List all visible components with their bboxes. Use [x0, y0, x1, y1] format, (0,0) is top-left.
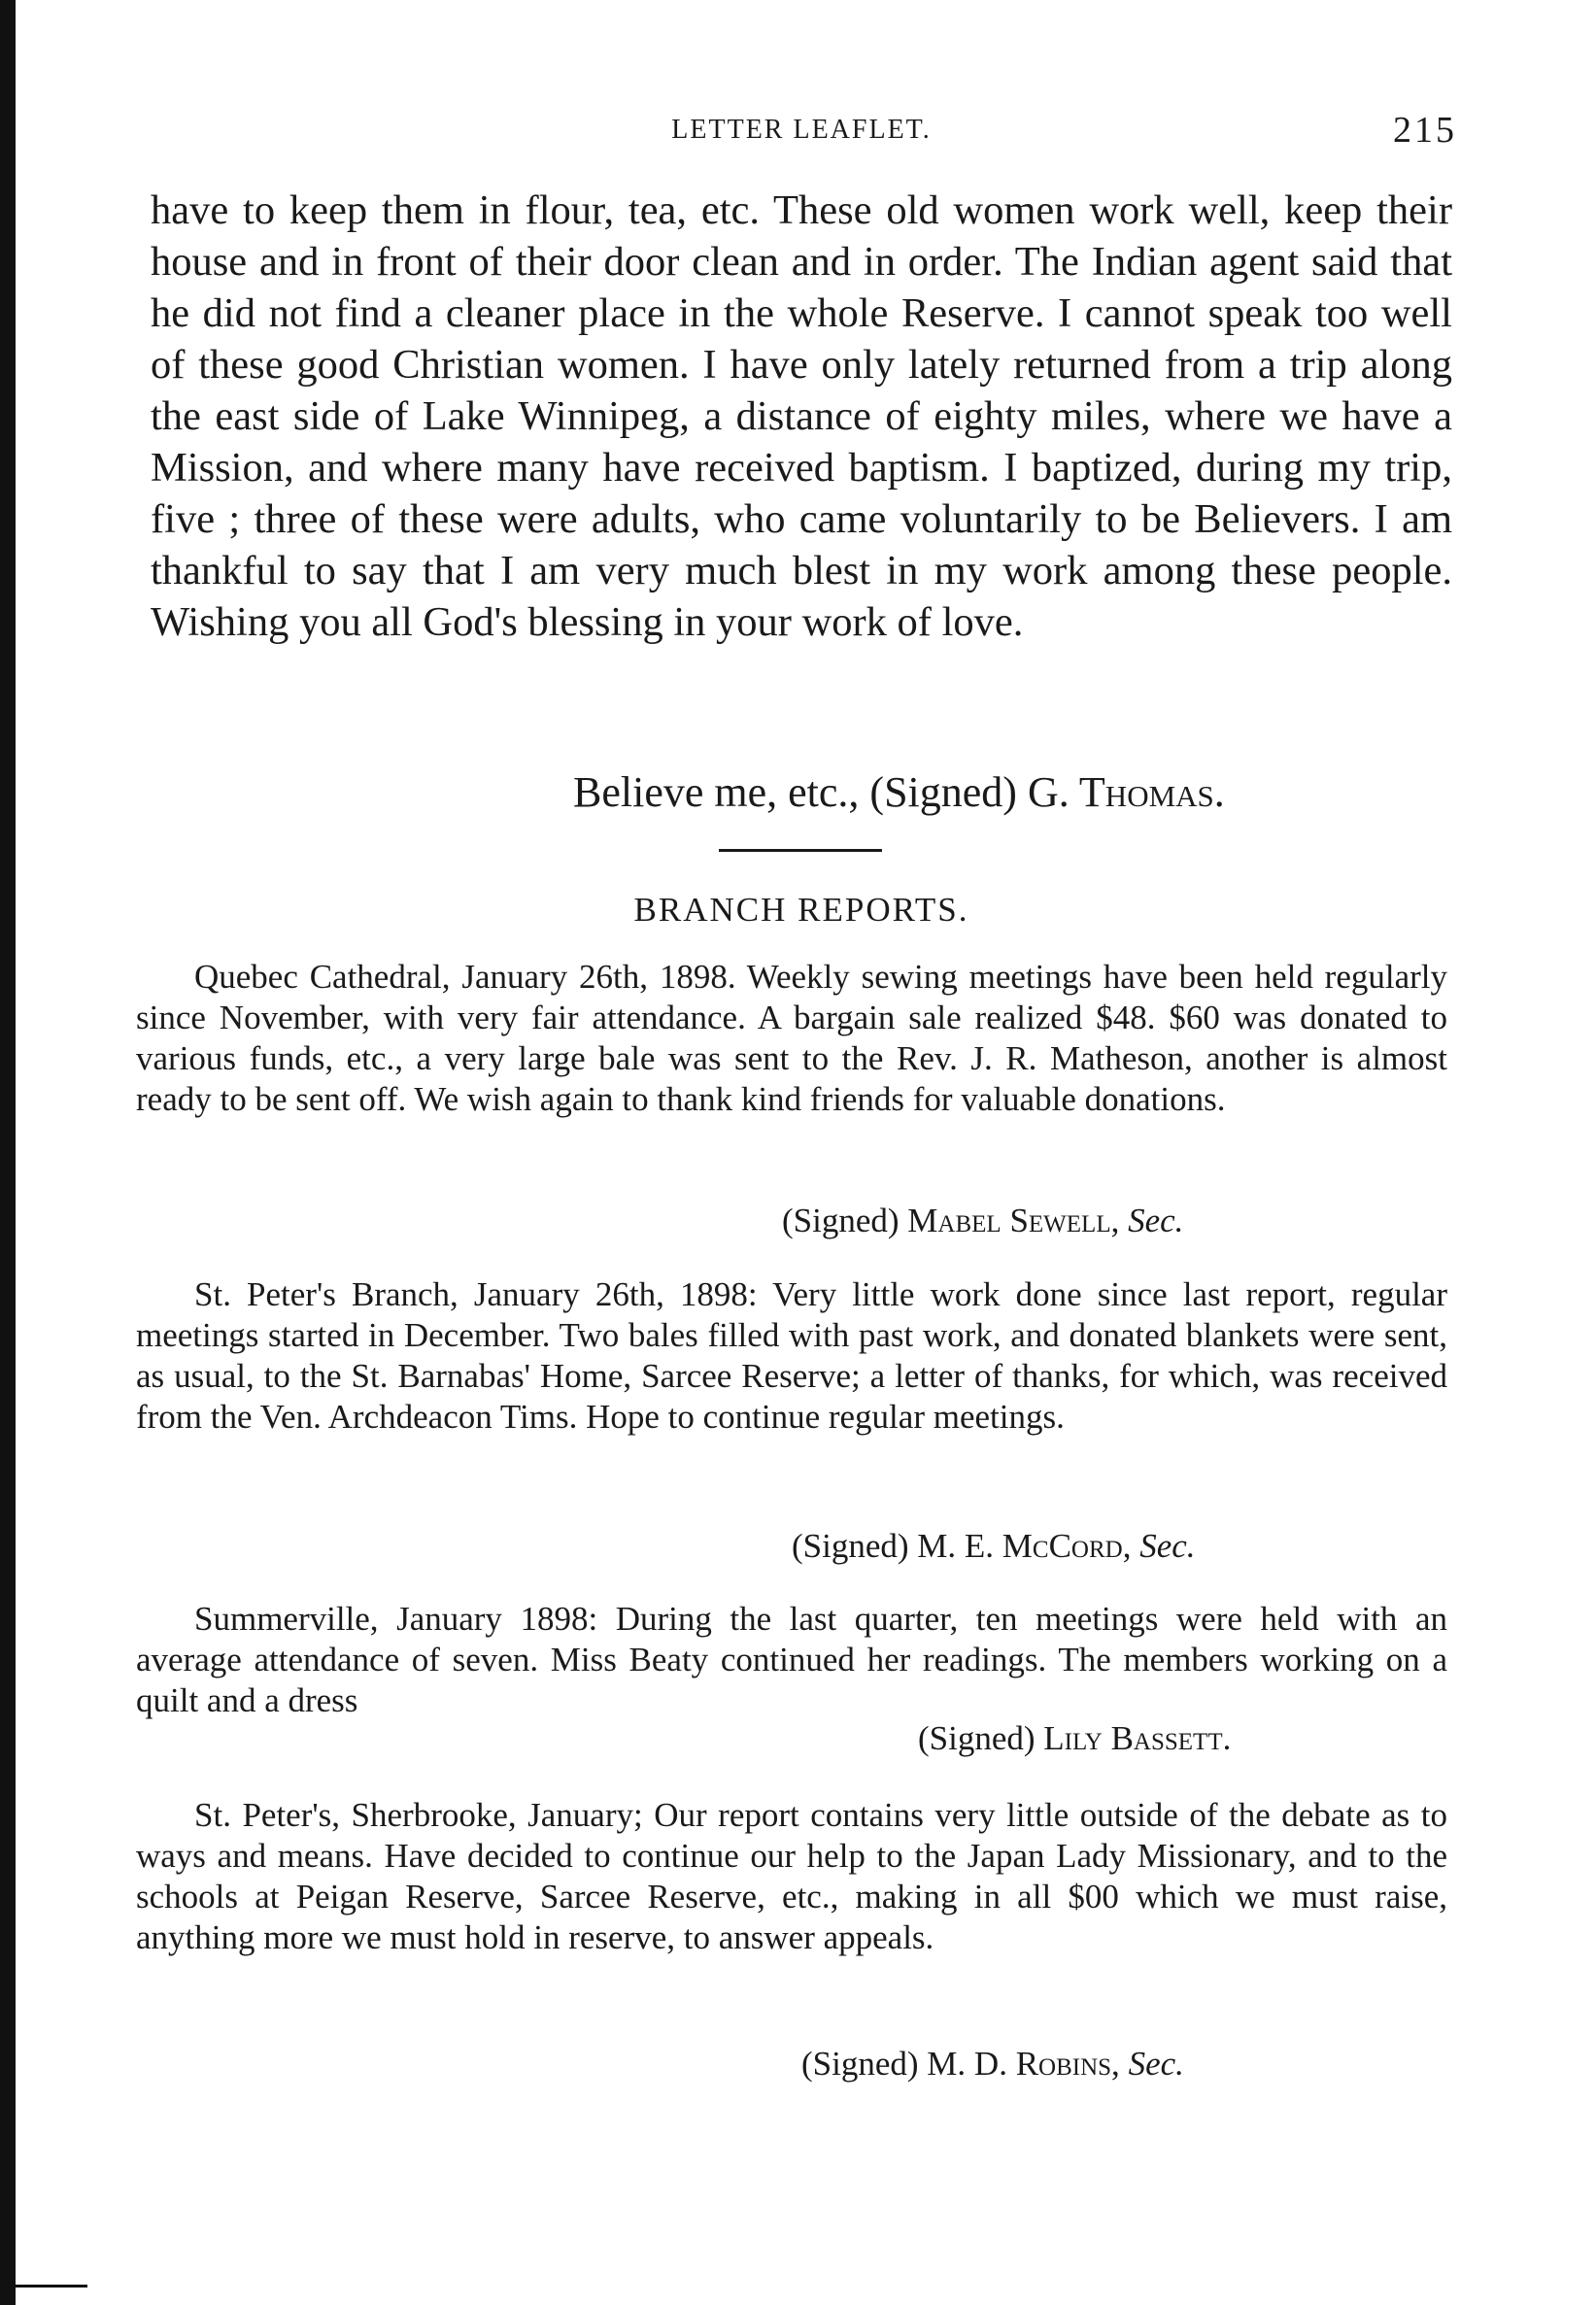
page-binding-foot: [0, 2285, 87, 2288]
report-text: Summerville, January 1898: During the last quarter, ten meetings were held with an average attendance of seven. Miss Beaty continued her readings. The members working on a quilt and a dress: [136, 1600, 1447, 1719]
page-number: 215: [1393, 110, 1457, 151]
signed-prefix: (Signed): [792, 1527, 918, 1565]
signed-prefix: (Signed): [801, 2045, 928, 2083]
report-signature: [792, 1527, 1196, 1566]
report-st-peters-sherbrooke: [136, 1795, 1447, 1958]
signed-role: Sec.: [1139, 1527, 1196, 1565]
report-text: St. Peter's Branch, January 26th, 1898: Very little work done since last report, regular meetings started in December. Two bales filled with past work, and donated blankets were sent, as usual, to the St. Barnabas' Home, Sarcee Reserve; a letter of thanks, for which, was received from the Ven. Archdeacon Tims. Hope to continue regular meetings.: [136, 1275, 1447, 1436]
report-quebec-cathedral: [136, 957, 1447, 1120]
page-header: [146, 109, 1457, 157]
report-signature: [918, 1719, 1231, 1758]
section-title: BRANCH REPORTS.: [633, 891, 969, 929]
running-title: LETTER LEAFLET.: [671, 115, 932, 145]
signed-name: Lily Bassett.: [1043, 1719, 1232, 1757]
section-divider: [719, 849, 882, 852]
page-binding-edge: [0, 0, 16, 2305]
signed-name: M. E. McCord,: [917, 1527, 1132, 1565]
letter-paragraph: have to keep them in flour, tea, etc. These old women work well, keep their house and in front of their door clean and in order. The Indian agent said that he did not find a cleaner place in the whole Reserve. I cannot speak too well of these good Christian women. I have only lately returned from a trip along the east side of Lake Winnipeg, a distance of eighty miles, where we have a Mission, and where many have received baptism. I baptized, during my trip, five ; three of these were adults, who came voluntarily to be Believers. I am thankful to say that I am very much blest in my work among these people. Wishing you all God's blessing in your work of love.: [151, 187, 1452, 645]
signed-name: Mabel Sewell,: [907, 1202, 1120, 1239]
signed-prefix: (Signed): [782, 1202, 908, 1239]
report-st-peters-branch: [136, 1274, 1447, 1438]
letter-body: [151, 185, 1452, 648]
report-signature: [801, 2045, 1184, 2084]
signed-role: Sec.: [1128, 2045, 1184, 2083]
report-signature: [782, 1202, 1183, 1240]
report-text: Quebec Cathedral, January 26th, 1898. Weekly sewing meetings have been held regularly since November, with very fair attendance. A bargain sale realized $48. $60 was donated to various funds, etc., a very large bale was sent to the Rev. J. R. Matheson, another is almost ready to be sent off. We wish again to thank kind friends for valuable donations.: [136, 958, 1447, 1118]
signed-name: M. D. Robins,: [927, 2045, 1120, 2083]
report-summerville: [136, 1599, 1447, 1721]
signed-role: Sec.: [1128, 1202, 1184, 1239]
report-text: St. Peter's, Sherbrooke, January; Our report contains very little outside of the debate as to ways and means. Have decided to continue our help to the Japan Lady Missionary, and to the schools at Peigan Reserve, Sarcee Reserve, etc., making in all $00 which we must raise, anything more we must hold in reserve, to answer appeals.: [136, 1796, 1447, 1956]
letter-signoff: [573, 767, 1225, 817]
signoff-prefix: Believe me, etc., (Signed): [573, 768, 1028, 816]
signoff-name: G. Thomas.: [1027, 768, 1225, 816]
signed-prefix: (Signed): [918, 1719, 1044, 1757]
